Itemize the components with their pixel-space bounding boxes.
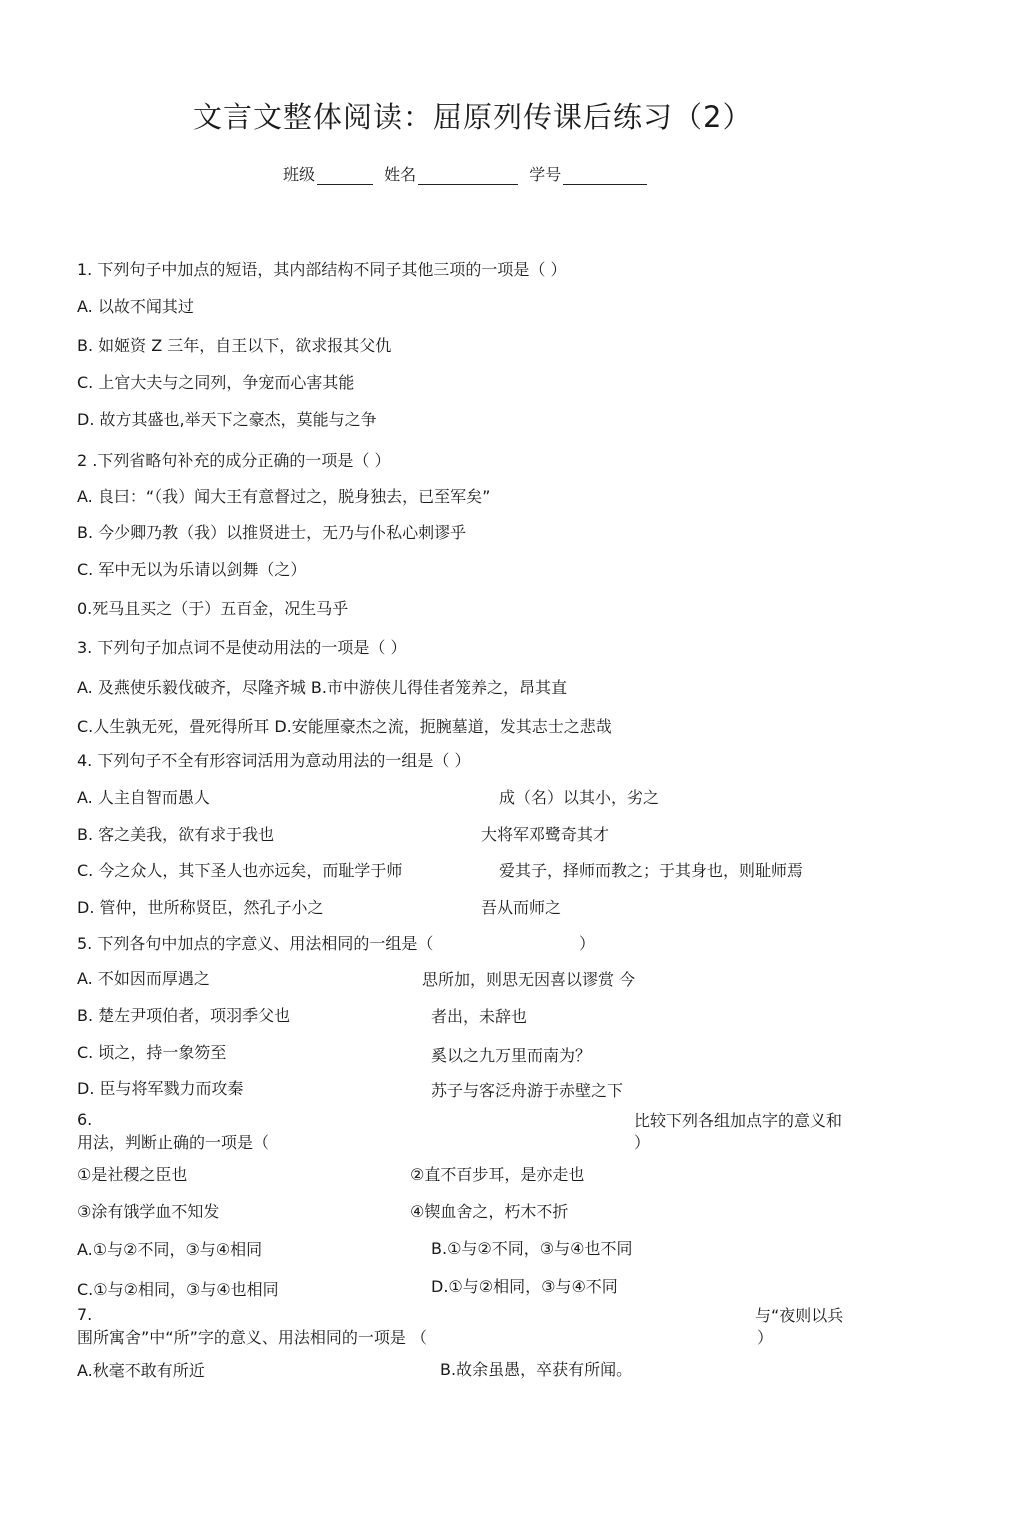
q6-sentence-4: ④锲血舍之，朽木不折	[410, 1202, 569, 1221]
q1-stem: 1. 下列句子中加点的短语，其内部结构不同子其他三项的一项是（ ）	[77, 260, 567, 279]
q6-option-d: D.①与②相同，③与④不同	[431, 1277, 618, 1296]
q4-option-c-left: C. 今之众人，其下圣人也亦远矣，而耻学于师	[77, 861, 403, 880]
q6-stem-right: 比较下列各组加点字的意义和	[634, 1111, 843, 1130]
id-label: 学号	[529, 165, 562, 184]
q1-option-a: A. 以故不闻其过	[77, 297, 194, 316]
q5-stem: 5. 下列各句中加点的字意义、用法相同的一组是（	[77, 934, 434, 953]
q5-option-a-right: 思所加，则思无因喜以谬赏 今	[422, 970, 636, 989]
q3-stem: 3. 下列句子加点词不是使动用法的一项是（ ）	[77, 638, 407, 657]
q4-option-b-right: 大将军邓鹭奇其才	[481, 825, 610, 844]
q1-option-d: D. 故方其盛也,举天下之豪杰，莫能与之争	[77, 410, 377, 429]
q2-option-d: 0.死马且买之（于）五百金，况生马乎	[77, 599, 349, 618]
q4-option-d-left: D. 管仲，世所称贤臣，然孔子小之	[77, 898, 324, 917]
name-label: 姓名	[384, 165, 417, 184]
name-blank[interactable]	[418, 168, 518, 185]
q5-option-c-left: C. 顷之，持一象笏至	[77, 1043, 227, 1062]
q6-number: 6.	[77, 1110, 93, 1129]
q5-option-d-right: 苏子与客泛舟游于赤壁之下	[431, 1081, 624, 1100]
q4-option-a-right: 成（名）以其小，劣之	[499, 788, 660, 807]
q4-option-d-right: 吾从而师之	[481, 898, 562, 917]
q5-option-b-right: 者出，未辞也	[431, 1007, 528, 1026]
q1-option-b: B. 如姬资 Z 三年，自王以下，欲求报其父仇	[77, 336, 392, 355]
q3-options-ab: A. 及燕使乐毅伐破齐，尽隆齐城 B.市中游侠儿得佳者笼养之，昂其直	[77, 678, 567, 697]
q2-option-a: A. 良曰：“（我）闻大王有意督过之，脱身独去，已至军矣”	[77, 487, 491, 506]
page-title: 文言文整体阅读：屈原列传课后练习（2）	[193, 100, 753, 134]
q7-option-a: A.秋毫不敢有所近	[77, 1361, 205, 1380]
q7-stem-close: ）	[757, 1328, 774, 1347]
student-info-line	[283, 165, 653, 185]
id-blank[interactable]	[563, 168, 647, 185]
q5-option-c-right: 奚以之九万里而南为？	[431, 1046, 592, 1065]
q6-stem-close: ）	[634, 1133, 651, 1152]
q6-option-c: C.①与②相同，③与④也相同	[77, 1280, 279, 1299]
q5-option-a-left: A. 不如因而厚遇之	[77, 969, 210, 988]
class-blank[interactable]	[317, 168, 373, 185]
q3-options-cd: C.人生孰无死，畳死得所耳 D.安能厘豪杰之流，扼腕墓道，发其志士之悲哉	[77, 717, 612, 736]
q6-stem-line2: 用法，判断止确的一项是（	[77, 1133, 270, 1152]
q2-option-b: B. 今少卿乃教（我）以推贤进士，无乃与仆私心刺谬乎	[77, 523, 467, 542]
q4-option-b-left: B. 客之美我，欲有求于我也	[77, 825, 275, 844]
q4-stem: 4. 下列句子不全有形容词活用为意动用法的一组是（ ）	[77, 751, 471, 770]
q5-option-b-left: B. 楚左尹项伯者，项羽季父也	[77, 1006, 291, 1025]
q7-number: 7.	[77, 1305, 93, 1324]
q6-option-b: B.①与②不同，③与④也不同	[431, 1239, 633, 1258]
q6-sentence-3: ③涂有饿学血不知发	[77, 1202, 220, 1221]
class-label: 班级	[283, 165, 316, 184]
q5-option-d-left: D. 臣与将军戮力而攻秦	[77, 1079, 244, 1098]
q7-stem-right: 与“夜则以兵	[755, 1306, 844, 1325]
q2-option-c: C. 军中无以为乐请以剑舞（之）	[77, 560, 307, 579]
q2-stem: 2 .下列省略句补充的成分正确的一项是（ ）	[77, 451, 391, 470]
q1-option-c: C. 上官大夫与之同列，争宠而心害其能	[77, 373, 355, 392]
q7-stem-line2: 围所寓舍”中“所”字的意义、用法相同的一项是 （	[77, 1328, 427, 1347]
q6-option-a: A.①与②不同，③与④相同	[77, 1240, 263, 1259]
q5-stem-close: ）	[579, 934, 596, 953]
q6-sentence-1: ①是社稷之臣也	[77, 1165, 188, 1184]
q7-option-b: B.故余虽愚，卒获有所闻。	[440, 1360, 633, 1379]
q6-sentence-2: ②直不百步耳，是亦走也	[410, 1165, 585, 1184]
q4-option-c-right: 爱其子，择师而教之；于其身也，则耻师焉	[499, 861, 804, 880]
q4-option-a-left: A. 人主自智而愚人	[77, 788, 210, 807]
